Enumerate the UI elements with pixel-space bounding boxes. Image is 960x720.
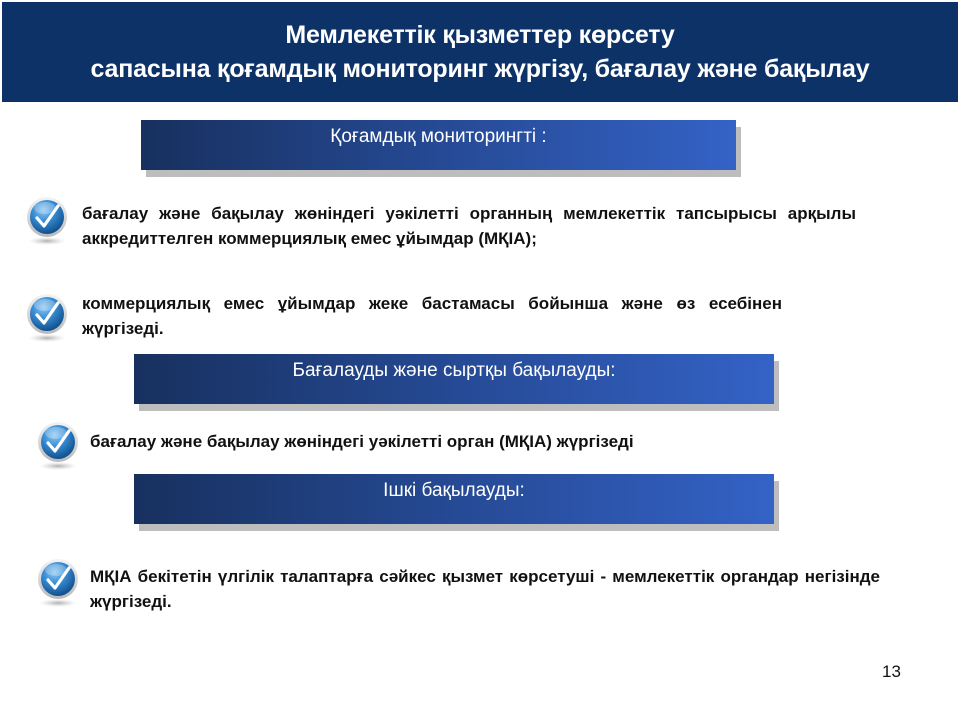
section-heading-label: Ішкі бақылауды: [383, 480, 525, 501]
slide-title [2, 2, 958, 102]
checkmark-icon [36, 421, 80, 471]
page-number: 13 [882, 662, 901, 681]
title-line-1: Мемлекеттік қызметтер көрсету [285, 21, 675, 49]
checkmark-icon [25, 196, 69, 246]
section-heading-label: Қоғамдық мониторингті : [330, 126, 547, 147]
bullet-text: коммерциялық емес ұйымдар жеке бастамасы бойынша және өз есебінен жүргізеді. [82, 294, 782, 338]
section-heading-external-evaluation [134, 354, 774, 404]
bullet-text: бағалау және бақылау жөніндегі уәкілетті орган (МҚІА) жүргізеді [90, 432, 634, 451]
title-line-2: сапасына қоғамдық мониторинг жүргізу, бағалау және бақылау [90, 55, 870, 83]
section-heading-label: Бағалауды және сыртқы бақылауды: [292, 360, 616, 381]
section-heading-internal-control [134, 474, 774, 524]
bullet-text: МҚІА бекітетін үлгілік талаптарға сәйкес қызмет көрсетуші - мемлекеттік органдар негізінде жүргізеді. [90, 567, 880, 611]
bullet-text: бағалау және бақылау жөніндегі уәкілетті органның мемлекеттік тапсырысы арқылы аккредиттелген коммерциялық емес ұйымдар (МҚІА); [82, 204, 856, 248]
checkmark-icon [36, 558, 80, 608]
checkmark-icon [25, 293, 69, 343]
section-heading-public-monitoring [141, 120, 736, 170]
